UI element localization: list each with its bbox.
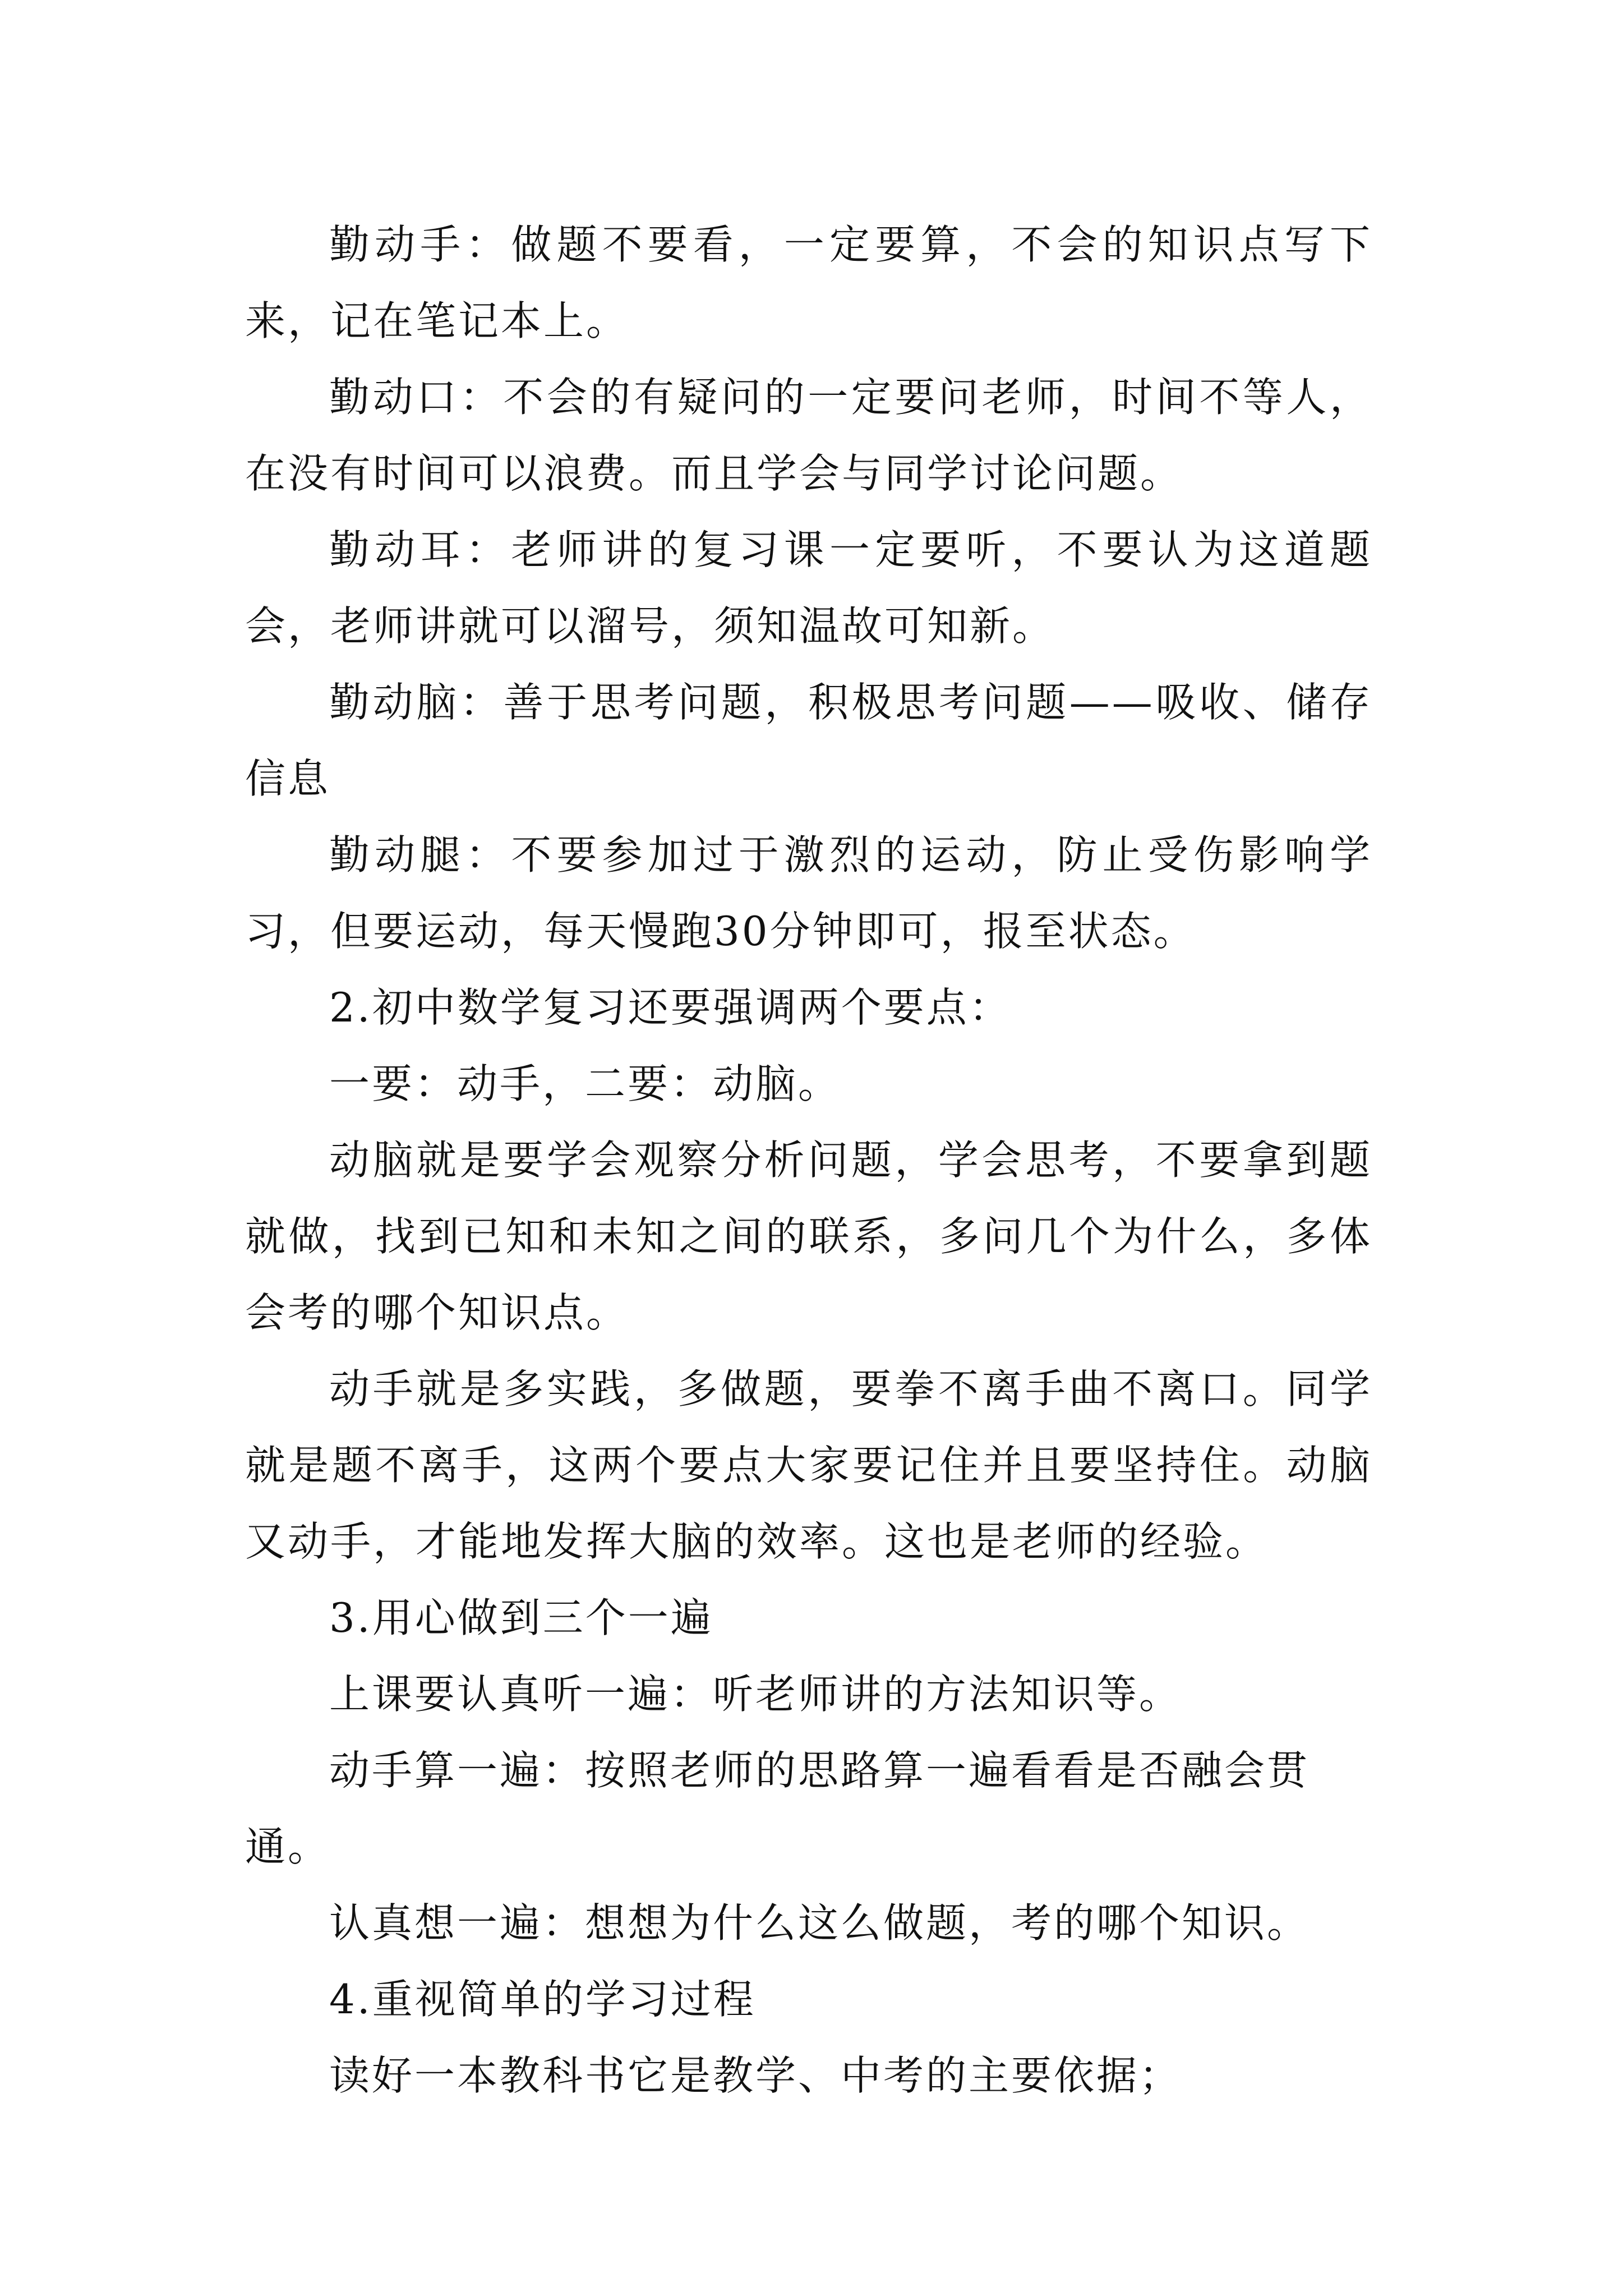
paragraph-qin-dong-nao: 勤动脑：善于思考问题，积极思考问题——吸收、储存信息 (245, 679, 1372, 802)
paragraph-textbook: 读好一本教科书它是教学、中考的主要依据； (329, 2052, 1182, 2099)
section-heading-2: 2.初中数学复习还要强调两个要点： (329, 984, 1012, 1031)
paragraph-dong-nao: 动脑就是要学会观察分析问题，学会思考，不要拿到题就做，找到已知和未知之间的联系，多问几个为什么，多体会考的哪个知识点。 (245, 1137, 1372, 1336)
paragraph-calculate-once: 动手算一遍：按照老师的思路算一遍看看是否融会贯通。 (245, 1747, 1310, 1870)
document-body (245, 206, 1372, 2114)
paragraph-qin-dong-er: 勤动耳：老师讲的复习课一定要听，不要认为这道题会，老师讲就可以溜号，须知温故可知新。 (245, 526, 1372, 650)
paragraph-qin-dong-shou: 勤动手：做题不要看，一定要算，不会的知识点写下来，记在笔记本上。 (245, 221, 1372, 344)
paragraph-qin-dong-kou: 勤动口：不会的有疑问的一定要问老师，时间不等人，在没有时间可以浪费。而且学会与同学讨论问题。 (245, 374, 1372, 497)
paragraph-dong-shou: 动手就是多实践，多做题，要拳不离手曲不离口。同学就是题不离手，这两个要点大家要记住并且要坚持住。动脑又动手，才能地发挥大脑的效率。这也是老师的经验。 (245, 1365, 1372, 1565)
paragraph-two-points: 一要：动手，二要：动脑。 (329, 1060, 841, 1107)
paragraph-listen-once: 上课要认真听一遍：听老师讲的方法知识等。 (329, 1671, 1182, 1718)
section-heading-3: 3.用心做到三个一遍 (329, 1594, 713, 1641)
paragraph-think-once: 认真想一遍：想想为什么这么做题，考的哪个知识。 (329, 1899, 1310, 1947)
section-heading-4: 4.重视简单的学习过程 (329, 1976, 756, 2023)
paragraph-qin-dong-tui: 勤动腿：不要参加过于激烈的运动，防止受伤影响学习，但要运动，每天慢跑30分钟即可，报至状态。 (245, 831, 1372, 955)
